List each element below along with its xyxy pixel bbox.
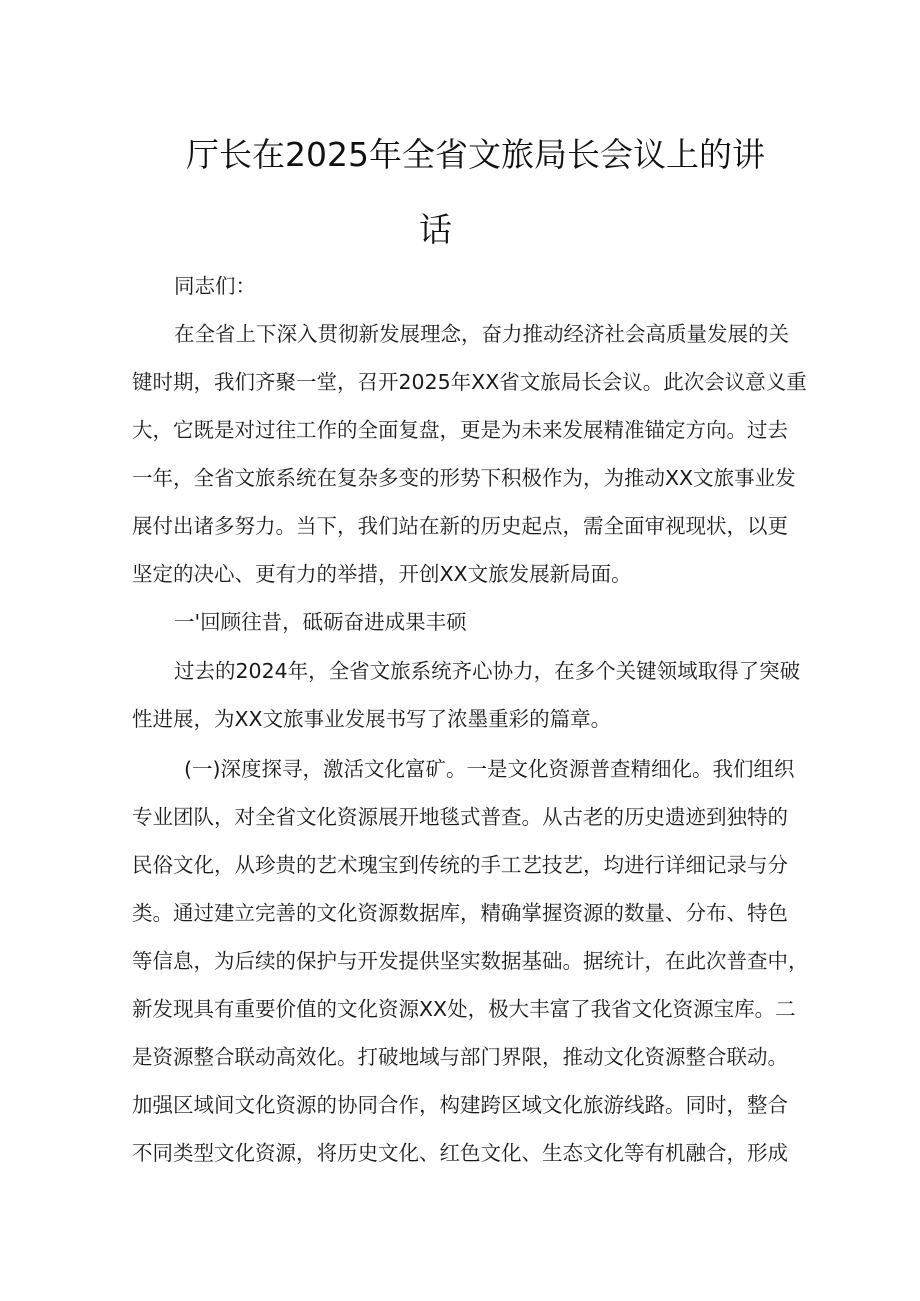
intro-line: 展付出诸多努力。当下，我们站在新的历史起点，需全面审视现状，以更 <box>132 514 788 538</box>
document-title-line-1: 厅长在2025年全省文旅局长会议上的讲 <box>186 135 765 174</box>
intro-line: 坚定的决心、更有力的举措，开创XX文旅发展新局面。 <box>132 562 632 586</box>
subsection-line: 是资源整合联动高效化。打破地域与部门界限，推动文化资源整合联动。 <box>132 1045 788 1069</box>
review-line: 性进展，为XX文旅事业发展书写了浓墨重彩的篇章。 <box>132 707 612 731</box>
subsection-line: (一)深度探寻，激活文化富矿。一是文化资源普查精细化。我们组织 <box>184 757 795 781</box>
salutation: 同志们： <box>174 274 256 298</box>
subsection-line: 专业团队，对全省文化资源展开地毯式普查。从古老的历史遗迹到独特的 <box>132 805 788 829</box>
subsection-line: 加强区域间文化资源的协同合作，构建跨区域文化旅游线路。同时，整合 <box>132 1093 788 1117</box>
subsection-line: 等信息，为后续的保护与开发提供坚实数据基础。据统计，在此次普查中， <box>132 949 809 973</box>
subsection-line: 民俗文化，从珍贵的艺术瑰宝到传统的手工艺技艺，均进行详细记录与分 <box>132 853 788 877</box>
intro-line: 一年，全省文旅系统在复杂多变的形势下积极作为，为推动XX文旅事业发 <box>132 466 796 490</box>
subsection-line: 新发现具有重要价值的文化资源XX处，极大丰富了我省文化资源宝库。二 <box>132 997 796 1021</box>
intro-line: 键时期，我们齐聚一堂，召开2025年XX省文旅局长会议。此次会议意义重 <box>132 370 807 394</box>
section-heading: 一'回顾往昔，砥砺奋进成果丰硕 <box>174 610 467 634</box>
subsection-line: 不同类型文化资源，将历史文化、红色文化、生态文化等有机融合，形成 <box>132 1141 788 1165</box>
intro-line: 在全省上下深入贯彻新发展理念，奋力推动经济社会高质量发展的关 <box>174 322 789 346</box>
document-title-line-2: 话 <box>419 210 452 249</box>
intro-line: 大，它既是对过往工作的全面复盘，更是为未来发展精准锚定方向。过去 <box>132 418 788 442</box>
subsection-line: 类。通过建立完善的文化资源数据库，精确掌握资源的数量、分布、特色 <box>132 901 788 925</box>
review-line: 过去的2024年，全省文旅系统齐心协力，在多个关键领域取得了突破 <box>174 659 801 683</box>
